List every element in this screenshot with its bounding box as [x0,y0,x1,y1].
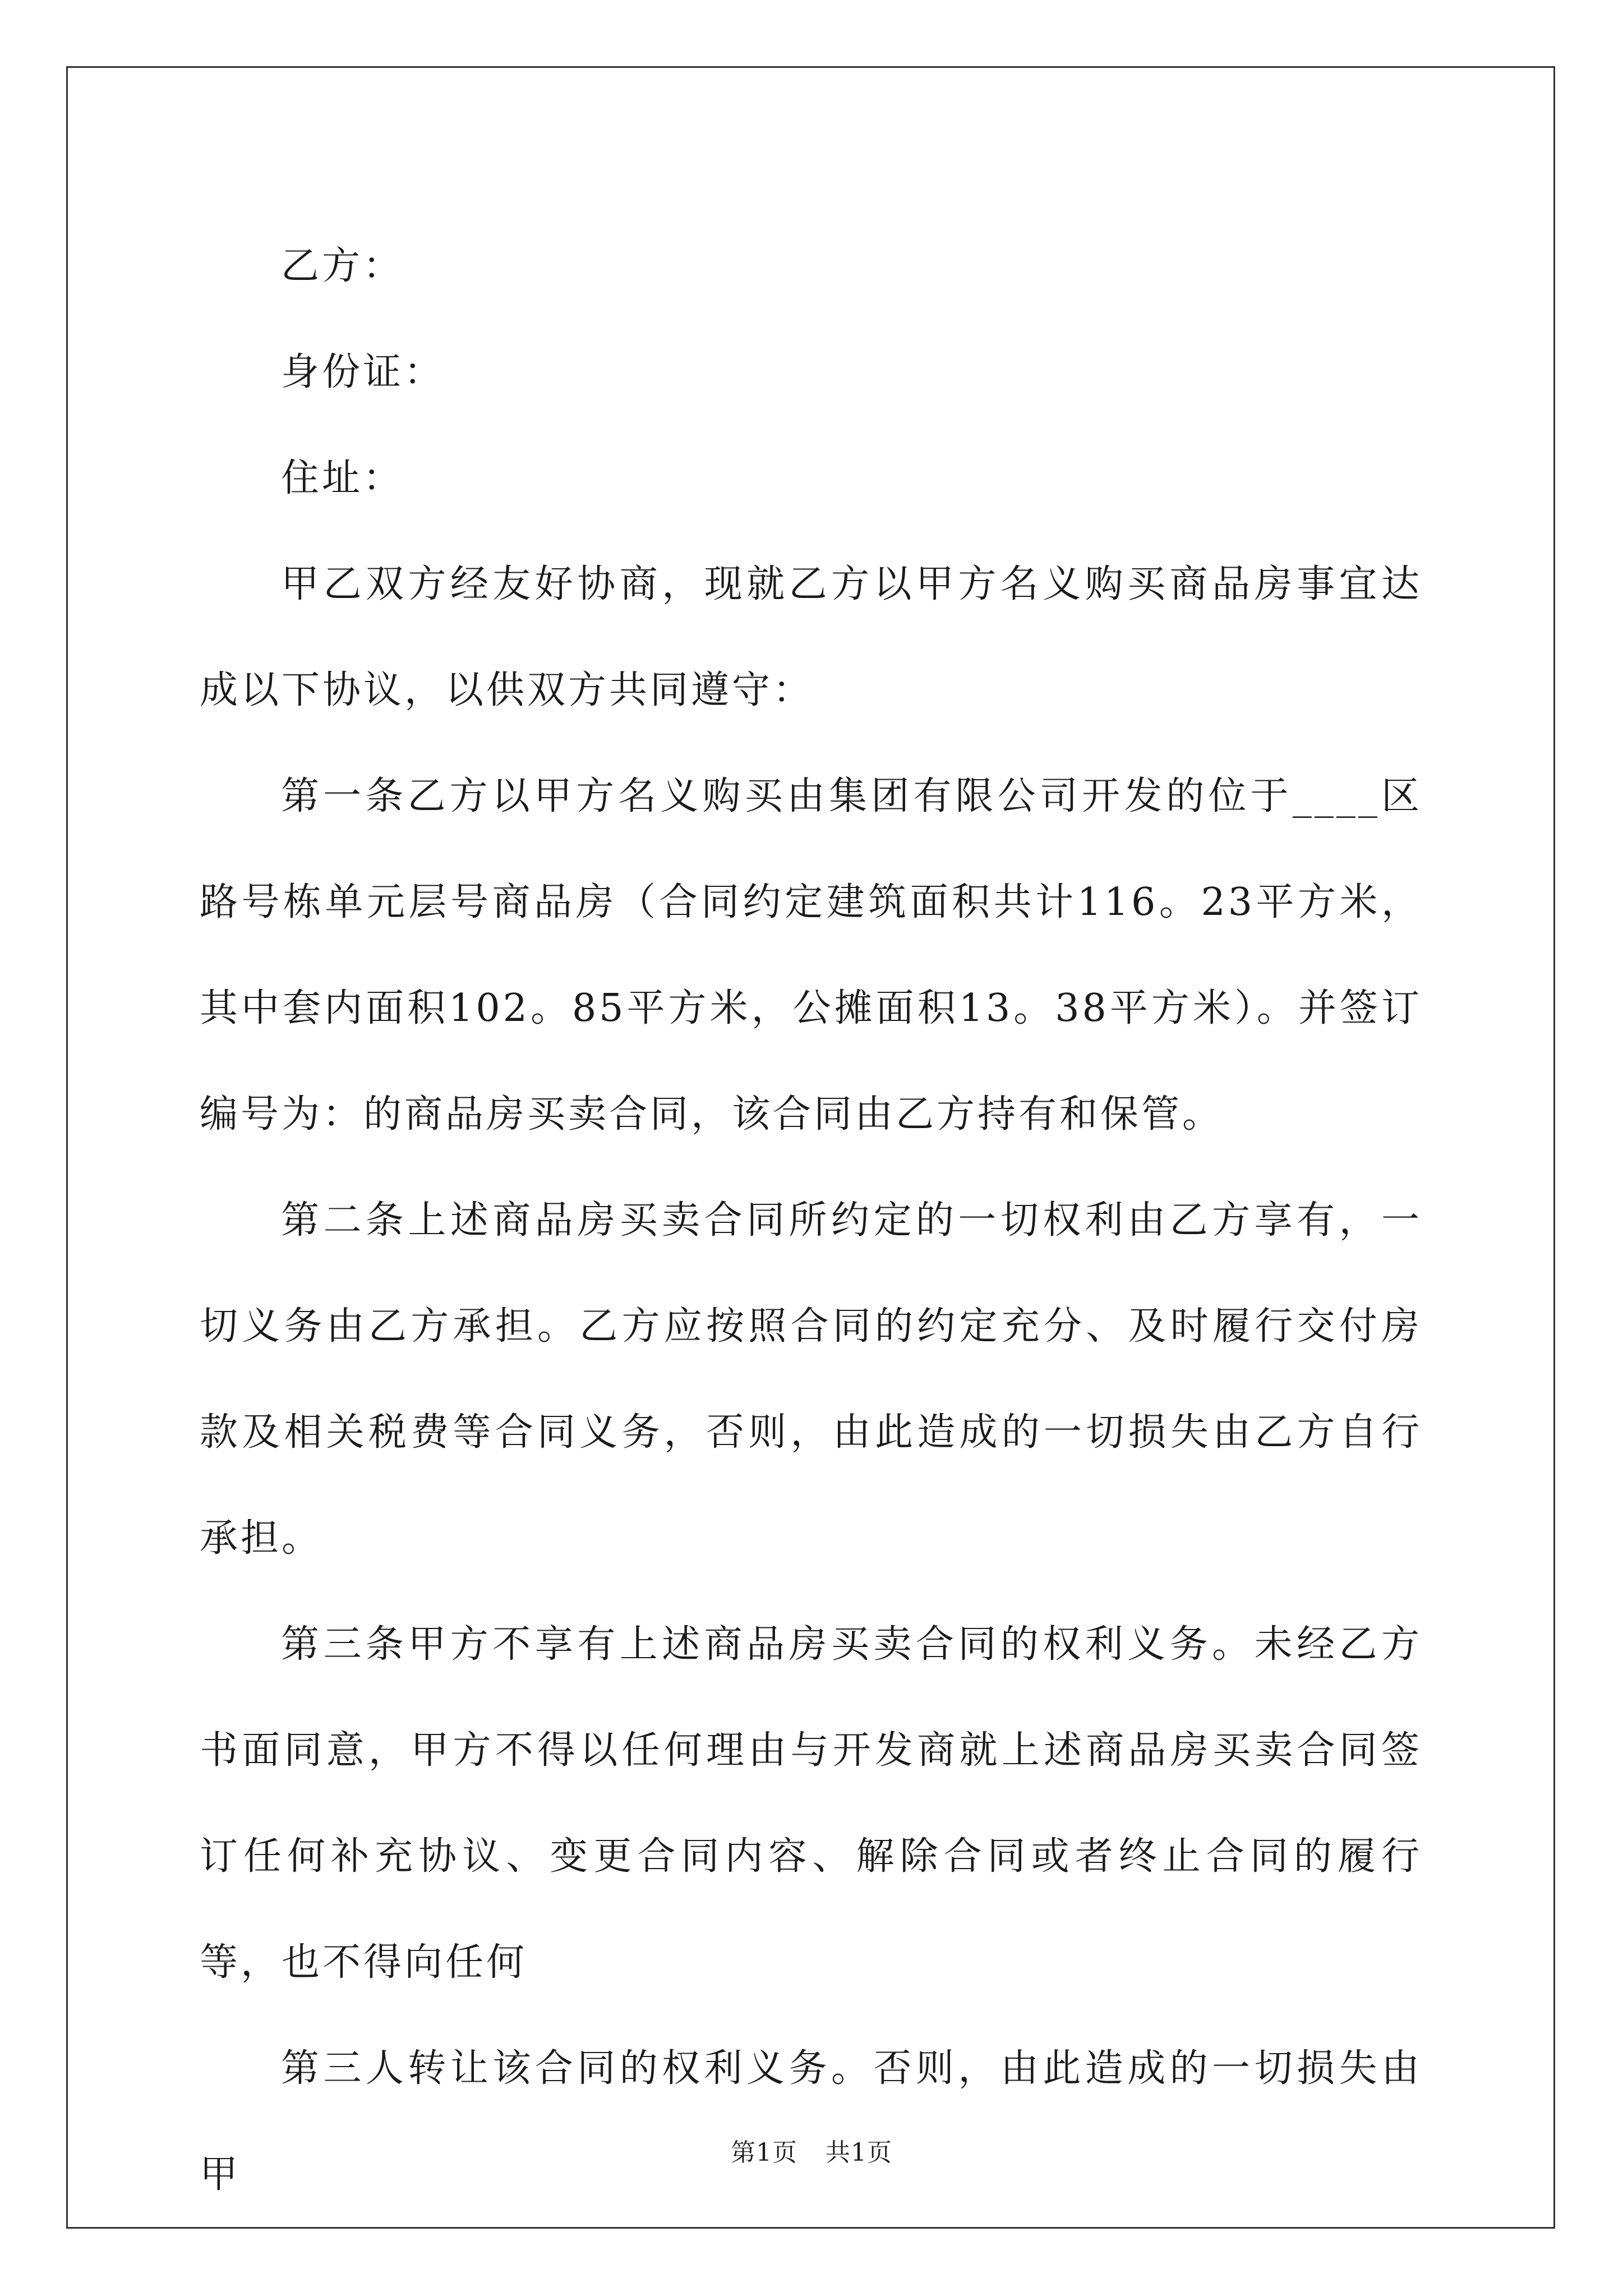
paragraph-id-card: 身份证： [281,350,445,394]
page-number: 第1页 [731,2138,797,2167]
paragraph-article-2: 第二条上述商品房买卖合同所约定的一切权利由乙方享有，一切义务由乙方承担。乙方应按照合同的约定充分、及时履行交付房款及相关税费等合同义务，否则，由此造成的一切损失由乙方自行承担。 [200,1198,1422,1561]
paragraph-party-b: 乙方： [281,244,404,288]
page-total: 共1页 [826,2138,892,2167]
document-body [200,213,1422,2228]
paragraph-article-1: 第一条乙方以甲方名义购买由集团有限公司开发的位于____区路号栋单元层号商品房（合同约定建筑面积共计116。23平方米，其中套内面积102。85平方米，公摊面积13。38平方米）。并签订编号为：的商品房买卖合同，该合同由乙方持有和保管。 [200,774,1422,1137]
paragraph-preamble: 甲乙双方经友好协商，现就乙方以甲方名义购买商品房事宜达成以下协议，以供双方共同遵守： [200,562,1422,712]
paragraph-article-3: 第三条甲方不享有上述商品房买卖合同的权利义务。未经乙方书面同意，甲方不得以任何理由与开发商就上述商品房买卖合同签订任何补充协议、变更合同内容、解除合同或者终止合同的履行等，也不得向任何 [200,1622,1422,1985]
paragraph-article-3-continued: 第三人转让该合同的权利义务。否则，由此造成的一切损失由甲 [200,2046,1422,2197]
page-footer [0,2136,1623,2170]
paragraph-address: 住址： [281,456,404,500]
